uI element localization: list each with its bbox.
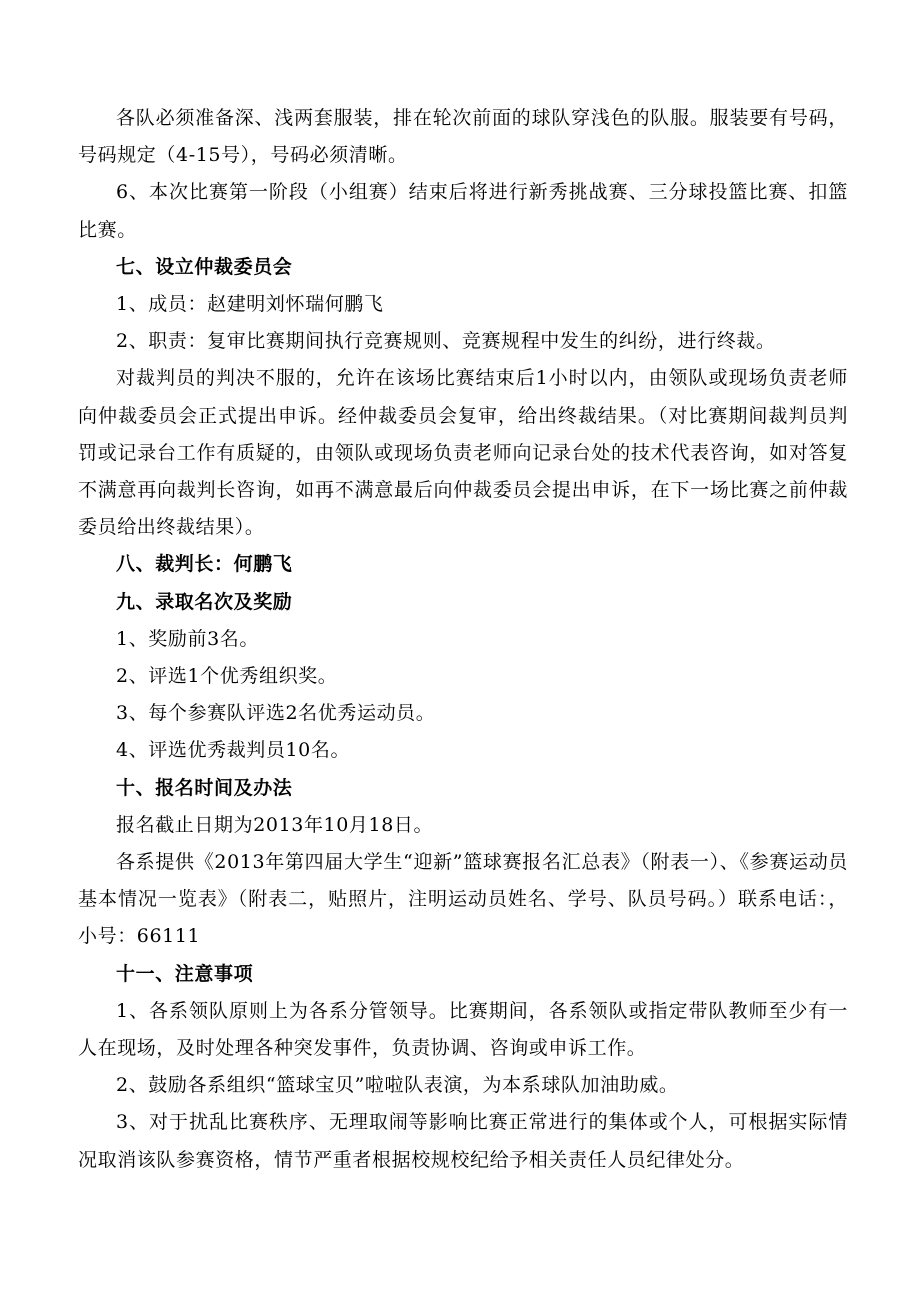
registration-deadline: 报名截止日期为2013年10月18日。 — [116, 813, 434, 836]
item-6-paragraph: 6、本次比赛第一阶段（小组赛）结束后将进行新秀挑战赛、三分球投篮比赛、扣篮比赛。 — [78, 181, 848, 241]
award-item-3: 3、每个参赛队评选2名优秀运动员。 — [116, 702, 436, 725]
notice-item-1: 1、各系领队原则上为各系分管领导。比赛期间，各系领队或指定带队教师至少有一人在现场，及时处理各种突发事件，负责协调、咨询或申诉工作。 — [78, 999, 848, 1060]
award-item-4: 4、评选优秀裁判员10名。 — [116, 739, 351, 762]
section-8-heading: 八、裁判长：何鹏飞 — [116, 553, 293, 576]
section-11-heading: 十一、注意事项 — [116, 962, 254, 985]
section-9-heading: 九、录取名次及奖励 — [116, 590, 293, 613]
section-10-heading: 十、报名时间及办法 — [116, 776, 293, 799]
notice-item-3: 3、对于扰乱比赛秩序、无理取闹等影响比赛正常进行的集体或个人，可根据实际情况取消该队参赛资格，情节严重者根据校规校纪给予相关责任人员纪律处分。 — [78, 1111, 848, 1171]
notice-item-2: 2、鼓励各系组织“篮球宝贝”啦啦队表演，为本系球队加油助威。 — [116, 1074, 679, 1097]
section-7-heading: 七、设立仲裁委员会 — [116, 255, 293, 278]
appeal-procedure-paragraph: 对裁判员的判决不服的，允许在该场比赛结束后1小时以内，由领队或现场负责老师向仲裁委员会正式提出申诉。经仲裁委员会复审，给出终裁结果。（对比赛期间裁判员判罚或记录台工作有质疑的，由领队或现场负责老师向记录台处的技术代表咨询，如对答复不满意再向裁判长咨询，如再不满意最后向仲裁委员会提出申诉，在下一场比赛之前仲裁委员给出终裁结果）。 — [78, 367, 848, 539]
arbitration-duties: 2、职责：复审比赛期间执行竞赛规则、竞赛规程中发生的纠纷，进行终裁。 — [116, 330, 776, 353]
uniform-rule-paragraph: 各队必须准备深、浅两套服装，排在轮次前面的球队穿浅色的队服。服装要有号码，号码规定（4-15号），号码必须清晰。 — [78, 107, 848, 167]
arbitration-members: 1、成员：赵建明刘怀瑞何鹏飞 — [116, 293, 384, 316]
document-body — [78, 100, 848, 1179]
award-item-1: 1、奖励前3名。 — [116, 627, 259, 650]
registration-forms-paragraph: 各系提供《2013年第四届大学生“迎新”篮球赛报名汇总表》（附表一）、《参赛运动员基本情况一览表》（附表二，贴照片，注明运动员姓名、学号、队员号码。）联系电话：，小号：66111 — [78, 851, 848, 948]
award-item-2: 2、评选1个优秀组织奖。 — [116, 665, 338, 688]
